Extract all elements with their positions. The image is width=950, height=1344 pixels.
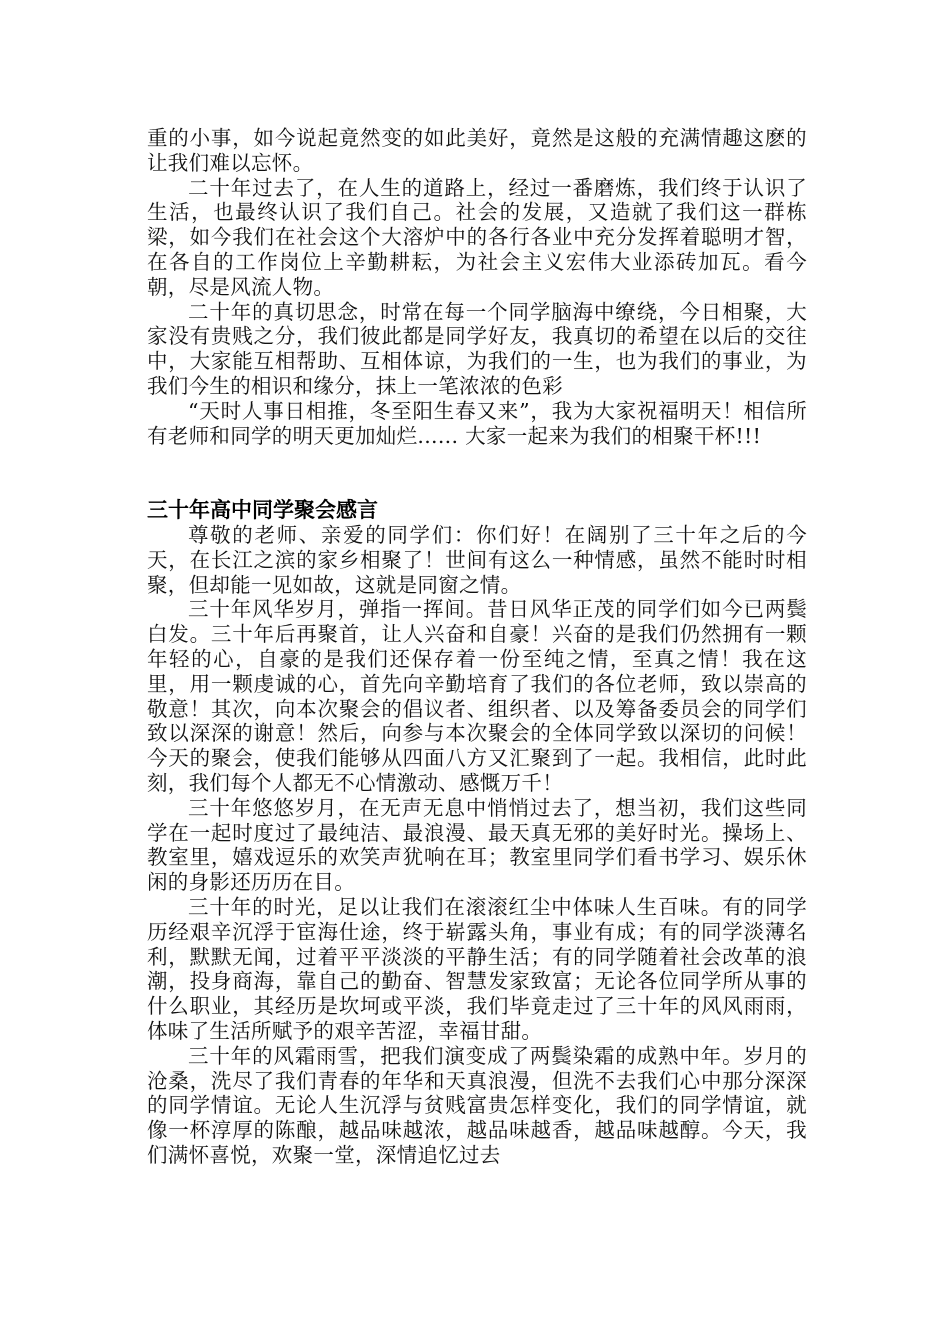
section-paragraph: 尊敬的老师、亲爱的同学们：你们好！在阔别了三十年之后的今天，在长江之滨的家乡相聚了！世间有这么一种情感，虽然不能时时相聚，但却能一见如故，这就是同窗之情。 xyxy=(147,523,807,597)
continued-paragraph: 重的小事，如今说起竟然变的如此美好，竟然是这般的充满情趣这麽的让我们难以忘怀。 xyxy=(147,126,807,175)
continuation-block xyxy=(147,126,807,448)
section-paragraph: 三十年风华岁月，弹指一挥间。昔日风华正茂的同学们如今已两鬓白发。三十年后再聚首，让人兴奋和自豪！兴奋的是我们仍然拥有一颗年轻的心，自豪的是我们还保存着一份至纯之情，至真之情！我在这里，用一颗虔诚的心，首先向辛勤培育了我们的各位老师，致以崇高的敬意！其次，向本次聚会的倡议者、组织者、以及筹备委员会的同学们致以深深的谢意！然后，向参与本次聚会的全体同学致以深切的问候！今天的聚会，使我们能够从四面八方又汇聚到了一起。我相信，此时此刻，我们每个人都无不心情激动、感慨万千！ xyxy=(147,597,807,795)
paragraph-longing: 二十年的真切思念，时常在每一个同学脑海中缭绕，今日相聚，大家没有贵贱之分，我们彼此都是同学好友，我真切的希望在以后的交往中，大家能互相帮助、互相体谅，为我们的一生，也为我们的事业，为我们今生的相识和缘分，抹上一笔浓浓的色彩 xyxy=(147,299,807,398)
section-paragraph: 三十年悠悠岁月，在无声无息中悄悄过去了，想当初，我们这些同学在一起时度过了最纯洁、最浪漫、最天真无邪的美好时光。操场上、教室里，嬉戏逗乐的欢笑声犹响在耳；教室里同学们看书学习、娱乐休闲的身影还历历在目。 xyxy=(147,795,807,895)
paragraph-twenty-years: 二十年过去了，在人生的道路上，经过一番磨炼，我们终于认识了生活，也最终认识了我们自己。社会的发展，又造就了我们这一群栋梁，如今我们在社会这个大溶炉中的各行各业中充分发挥着聪明才智，在各自的工作岗位上辛勤耕耘，为社会主义宏伟大业添砖加瓦。看今朝，尽是风流人物。 xyxy=(147,175,807,299)
section-title: 三十年高中同学聚会感言 xyxy=(147,498,378,522)
reunion-section xyxy=(147,497,807,1168)
paragraph-toast: “天时人事日相推，冬至阳生春又来”，我为大家祝福明天！相信所有老师和同学的明天更加灿烂...... 大家一起来为我们的相聚干杯!!! xyxy=(147,398,807,448)
section-paragraph: 三十年的时光，足以让我们在滚滚红尘中体味人生百味。有的同学历经艰辛沉浮于宦海仕途，终于崭露头角，事业有成；有的同学淡薄名利，默默无闻，过着平平淡淡的平静生活；有的同学随着社会改革的浪潮，投身商海，靠自己的勤奋、智慧发家致富；无论各位同学所从事的什么职业，其经历是坎坷或平淡，我们毕竟走过了三十年的风风雨雨，体味了生活所赋予的艰辛苦涩，幸福甘甜。 xyxy=(147,894,807,1043)
section-paragraph: 三十年的风霜雨雪，把我们演变成了两鬓染霜的成熟中年。岁月的沧桑，洗尽了我们青春的年华和天真浪漫，但洗不去我们心中那分深深的同学情谊。无论人生沉浮与贫贱富贵怎样变化，我们的同学情谊，就像一杯淳厚的陈酿，越品味越浓，越品味越香，越品味越醇。今天，我们满怀喜悦，欢聚一堂，深情追忆过去 xyxy=(147,1043,807,1167)
